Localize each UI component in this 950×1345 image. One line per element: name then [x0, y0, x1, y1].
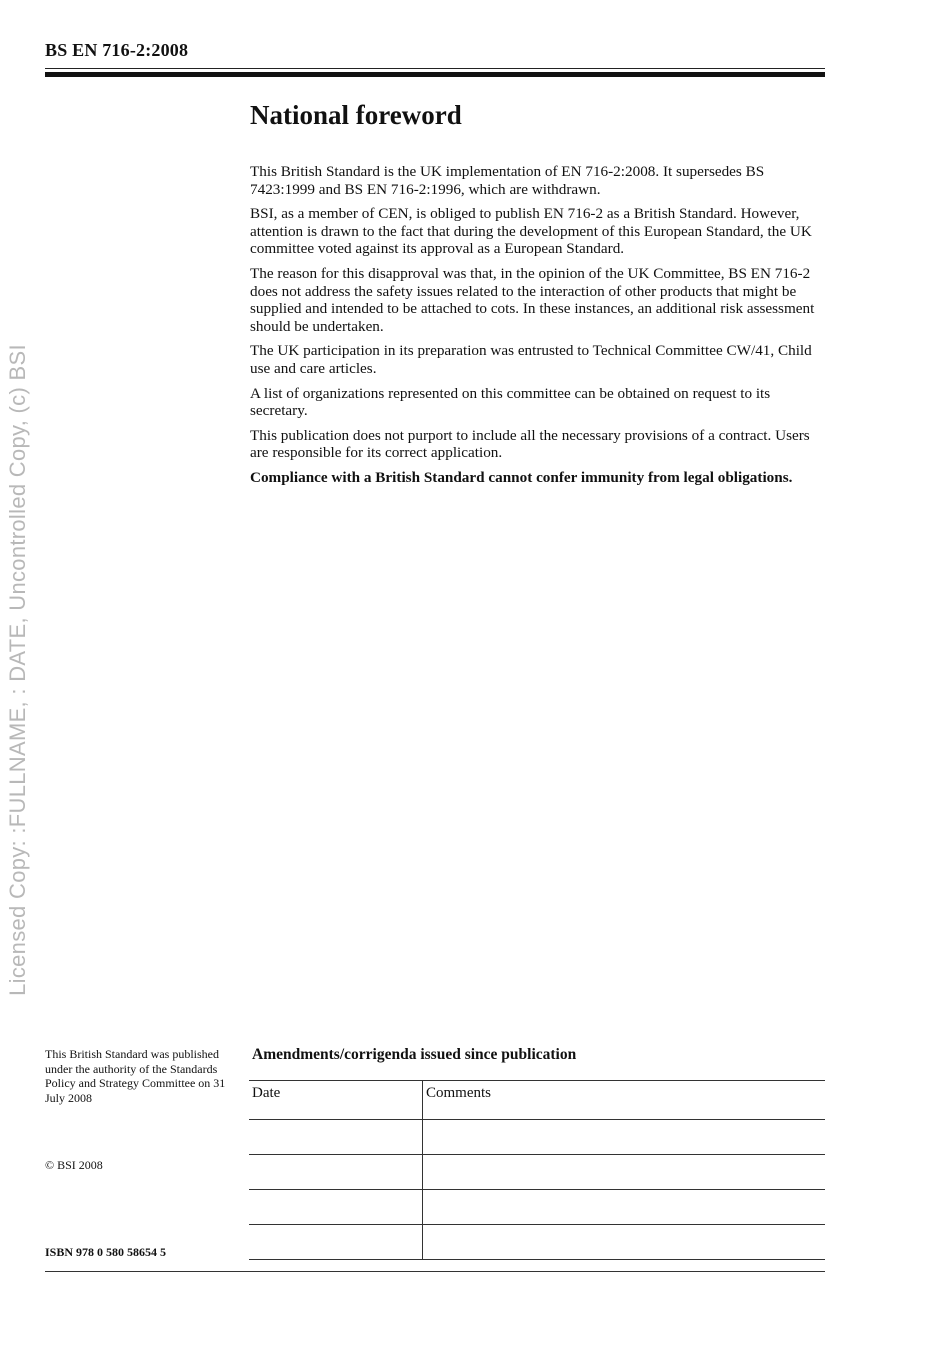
paragraph-uk-participation: The UK participation in its preparation was entrusted to Technical Committee CW/41, Child use and care articles. — [250, 342, 812, 377]
paragraph-implementation: This British Standard is the UK implementation of EN 716-2:2008. It supersedes BS 7423:1999 and BS EN 716-2:1996, which are withdrawn. — [250, 163, 765, 198]
table-cell — [423, 1190, 826, 1225]
paragraph-cen-obligation: BSI, as a member of CEN, is obliged to publish EN 716-2 as a British Standard. However, attention is drawn to the fact that during the development of this European Standard, the UK committee voted against its approval as a European Standard. — [250, 205, 812, 258]
foreword-body — [250, 163, 828, 494]
table-row — [249, 1190, 825, 1225]
table-row — [249, 1120, 825, 1155]
header-rule-thick — [45, 72, 825, 77]
table-cell — [249, 1190, 423, 1225]
document-reference: BS EN 716-2:2008 — [45, 40, 189, 60]
paragraph-committee-list: A list of organizations represented on this committee can be obtained on request to its secretary. — [250, 384, 771, 420]
amendments-table — [249, 1080, 825, 1260]
page-title: National foreword — [250, 100, 462, 130]
amendments-title: Amendments/corrigenda issued since publication — [252, 1046, 577, 1063]
compliance-statement: Compliance with a British Standard cannot confer immunity from legal obligations. — [250, 468, 793, 486]
column-header-comments: Comments — [423, 1081, 826, 1120]
footer-rule — [45, 1271, 825, 1272]
header-rule-thin — [45, 68, 825, 69]
column-header-date: Date — [249, 1081, 423, 1120]
isbn: ISBN 978 0 580 58654 5 — [45, 1245, 167, 1259]
license-watermark: Licensed Copy: :FULLNAME, : DATE, Uncontrolled Copy, (c) BSI — [5, 344, 30, 996]
table-cell — [249, 1225, 423, 1260]
publication-note: This British Standard was published under the authority of the Standards Policy and Strategy Committee on 31 July 2008 — [45, 1047, 226, 1105]
table-row — [249, 1225, 825, 1260]
paragraph-contract-provisions: This publication does not purport to include all the necessary provisions of a contract. Users are responsible for its correct application. — [250, 426, 810, 462]
table-cell — [249, 1155, 423, 1190]
table-cell — [249, 1120, 423, 1155]
copyright-notice: © BSI 2008 — [45, 1158, 103, 1172]
table-header-row — [249, 1081, 825, 1120]
table-cell — [423, 1120, 826, 1155]
paragraph-disapproval-reason: The reason for this disapproval was that, in the opinion of the UK Committee, BS EN 716-2 does not address the safety issues related to the interaction of other products that might be supplied and intended to be attached to cots. In these instances, an additional risk assessment should be undertaken. — [250, 264, 815, 335]
table-cell — [423, 1155, 826, 1190]
table-cell — [423, 1225, 826, 1260]
table-row — [249, 1155, 825, 1190]
